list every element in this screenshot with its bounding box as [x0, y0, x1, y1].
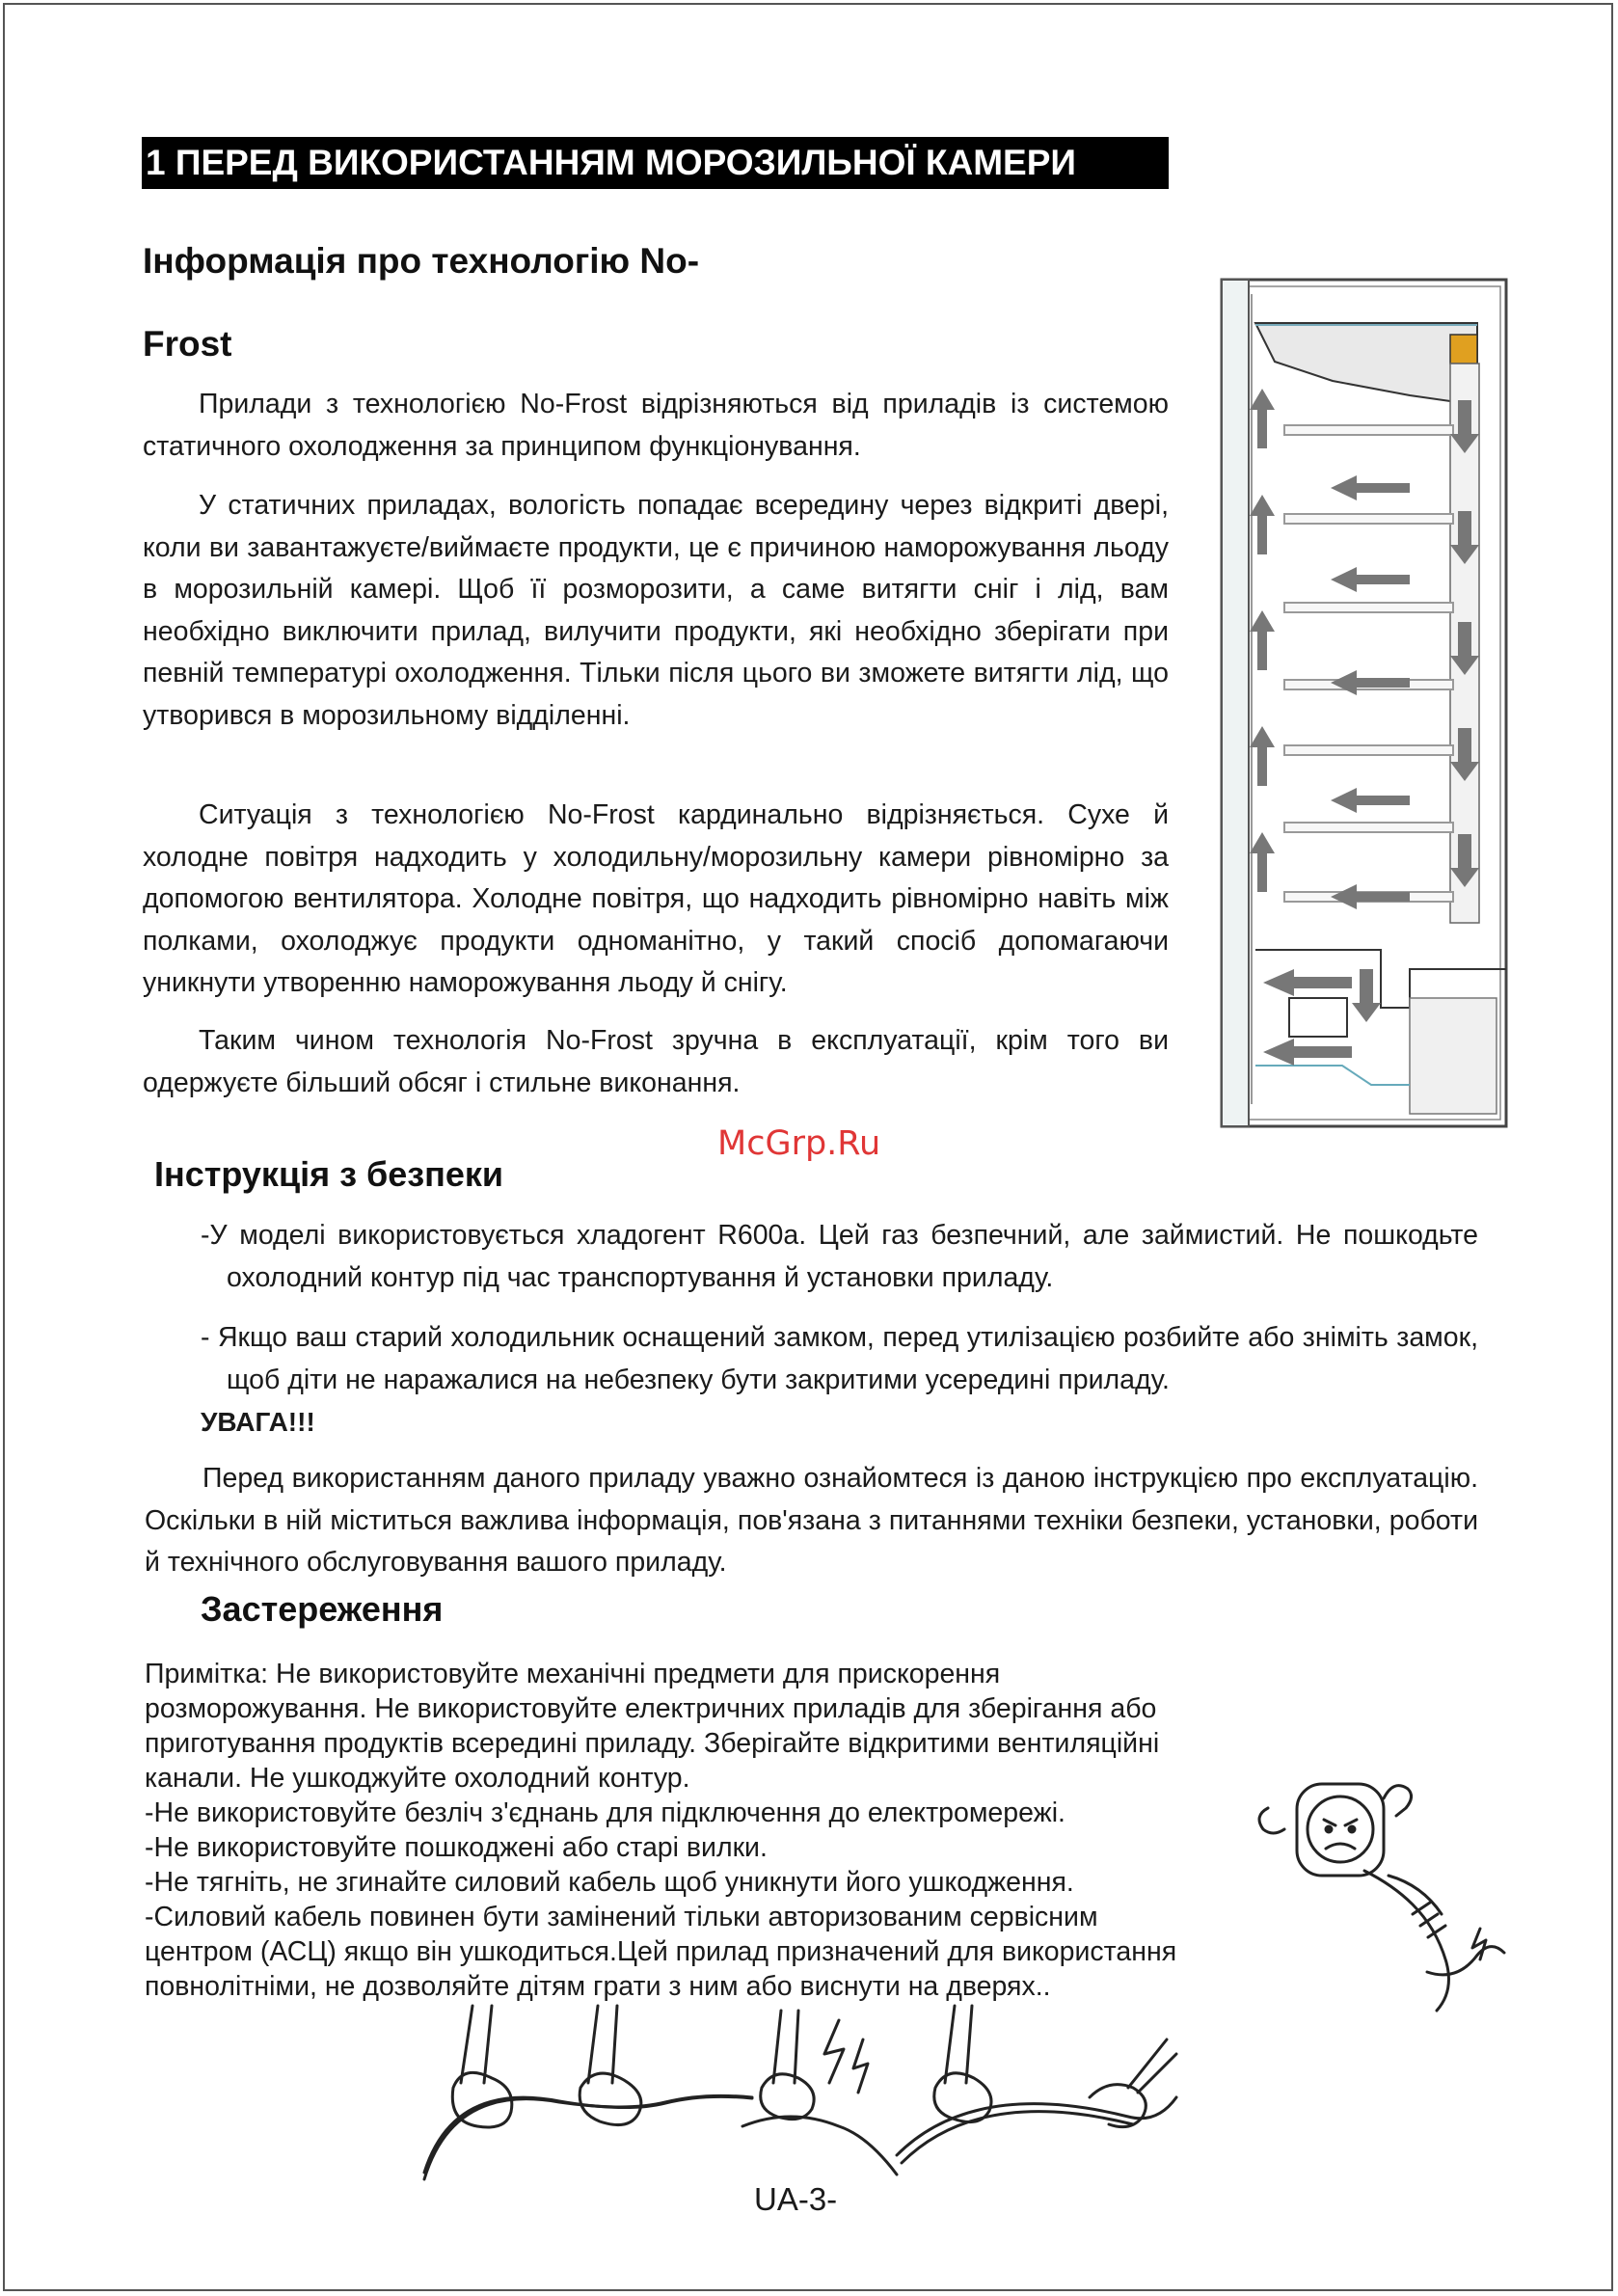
nofrost-airflow-diagram: [1217, 275, 1512, 1133]
caution-line: -Силовий кабель повинен бути замінений тільки авторизованим сервісним: [145, 1902, 1098, 1932]
caution-line: центром (АСЦ) якщо він ушкодиться.Цей прилад призначений для використання: [145, 1936, 1177, 1967]
warning-label: УВАГА!!!: [201, 1407, 315, 1437]
safety-heading: Інструкція з безпеки: [154, 1154, 504, 1194]
nofrost-heading-line1: Інформація про технологію No-: [143, 241, 700, 281]
caution-line: канали. Не ушкоджуйте охолодний контур.: [145, 1763, 690, 1794]
caution-line: повнолітніми, не дозволяйте дітям грати з ним або виснути на дверях..: [145, 1971, 1051, 2002]
caution-line: -Не використовуйте безліч з'єднань для підключення до електромережі.: [145, 1797, 1065, 1828]
watermark: McGrp.Ru: [717, 1124, 881, 1163]
nofrost-heading-line2: Frost: [143, 324, 232, 364]
caution-note: [145, 1657, 1331, 2004]
caution-line: -Не тягніть, не згинайте силовий кабель щоб уникнути його ушкодження.: [145, 1867, 1074, 1898]
section-title: 1 ПЕРЕД ВИКОРИСТАННЯМ МОРОЗИЛЬНОЇ КАМЕРИ: [142, 137, 1169, 189]
page-number: UA-3-: [754, 2181, 838, 2217]
caution-line: Примітка: Не використовуйте механічні предмети для прискорення: [145, 1659, 1001, 1689]
caution-line: приготування продуктів всередині приладу. Зберігайте відкритими вентиляційні: [145, 1728, 1160, 1759]
nofrost-paragraph-3: Ситуація з технологією No-Frost кардинально відрізняється. Сухе й холодне повітря надходить у холодильну/морозильну камери рівномірно за допомогою вентилятора. Холодне повітря, що надходить рівномірно навіть між полками, охолоджує продукти одноманітно, у такий спосіб допомагаючи уникнути утворенню наморожування льоду й снігу.: [143, 799, 1169, 998]
nofrost-paragraph-2: У статичних приладах, вологість попадає всередину через відкриті двері, коли ви завантажуєте/виймаєте продукти, це є причиною наморожування льоду в морозильній камері. Щоб її розморозити, а саме витягти сніг і лід, вам необхідно виключити прилад, вилучити продукти, які необхідно зберігати при певній температурі охолодження. Тільки після цього ви зможете витягти лід, що утворився в морозильному відділенні.: [143, 490, 1169, 731]
nofrost-paragraph-4: Таким чином технологія No-Frost зручна в експлуатації, крім того ви одержуєте більший обсяг і стильне виконання.: [143, 1025, 1169, 1098]
nofrost-paragraph-1: Прилади з технологією No-Frost відрізняються від приладів із системою статичного охолодження за принципом функціонування.: [143, 389, 1169, 462]
cable-handling-illustration: [415, 2001, 1186, 2184]
caution-line: -Не використовуйте пошкоджені або старі вилки.: [145, 1832, 768, 1863]
safety-paragraph: Перед використанням даного приладу уважно ознайомтеся із даною інструкцією про експлуатацію. Оскільки в ній міститься важлива інформація, пов'язана з питаннями техніки безпеки, установки, роботи й технічного обслуговування вашого приладу.: [145, 1463, 1478, 1578]
caution-line: розморожування. Не використовуйте електричних приладів для зберігання або: [145, 1693, 1157, 1724]
caution-heading: Застереження: [201, 1589, 444, 1629]
safety-bullet-2: - Якщо ваш старий холодильник оснащений замком, перед утилізацією розбийте або зніміть замок, щоб діти не наражалися на небезпеку бути закритими усередині приладу.: [201, 1322, 1478, 1395]
safety-bullet-1: -У моделі використовується хладогент R600a. Цей газ безпечний, але займистий. Не пошкодьте охолодний контур під час транспортування й установки приладу.: [201, 1220, 1478, 1293]
angry-socket-illustration: [1249, 1769, 1519, 2020]
